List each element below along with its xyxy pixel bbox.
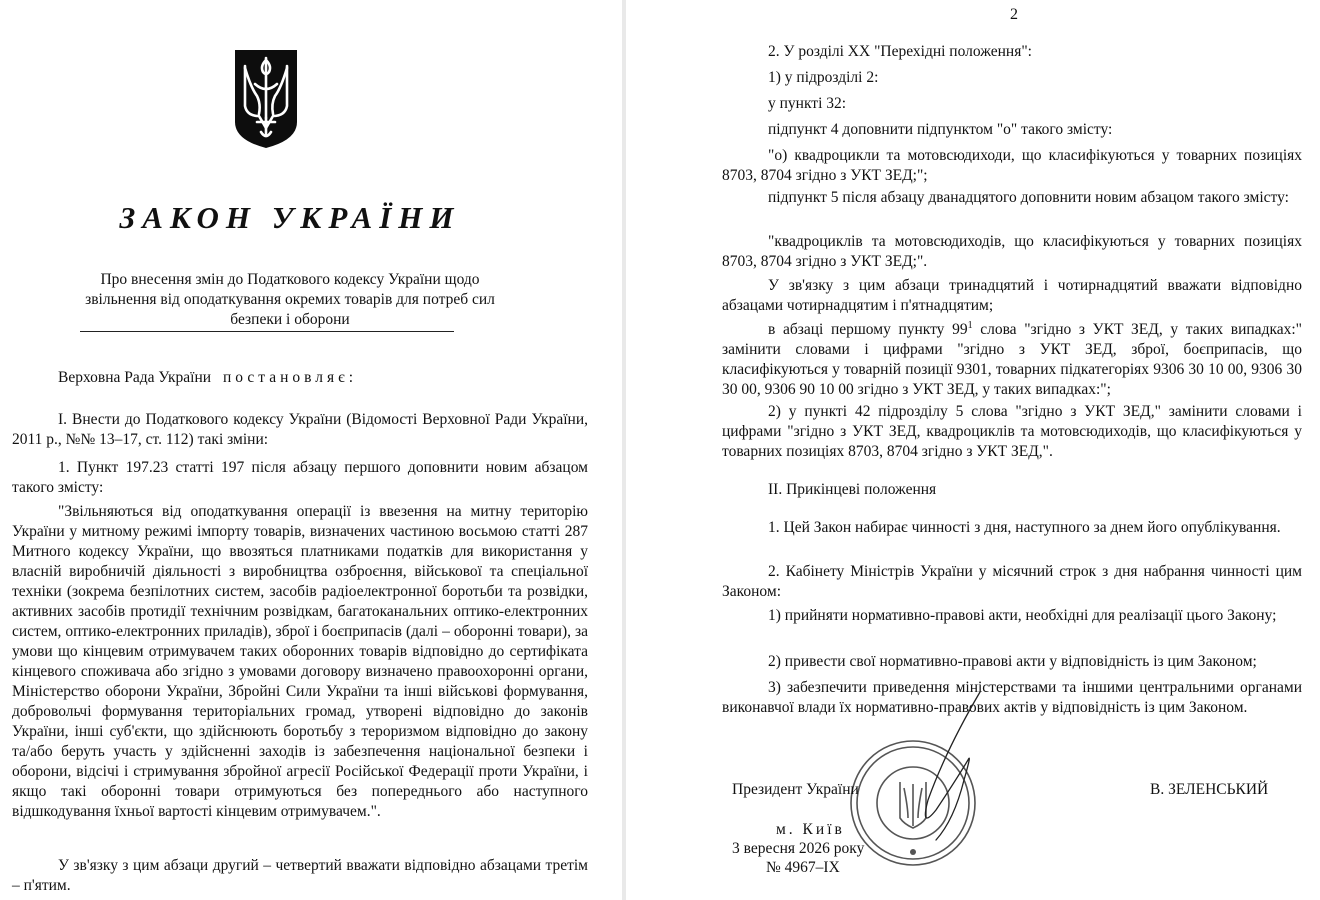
law-title: ЗАКОН УКРАЇНИ <box>119 200 461 235</box>
para-quote-o: "о) квадроцикли та мотовсюдиходи, що класифікуються у товарних позиціях 8703, 8704 згідно з УКТ ЗЕД;"; <box>722 147 1302 184</box>
para-subpoint-4: підпункт 4 доповнити підпунктом "о" такого змісту: <box>768 121 1113 138</box>
handwritten-signature <box>876 690 1016 850</box>
final-provision-2: 2. Кабінету Міністрів України у місячний строк з дня набрання чинності цим Законом: <box>722 563 1302 600</box>
signature-name: В. ЗЕЛЕНСЬКИЙ <box>1150 781 1269 798</box>
preamble-subject: Верховна Рада України <box>58 369 212 386</box>
para-section-xx: 2. У розділі XX "Перехідні положення": <box>768 43 1032 60</box>
right-page <box>626 0 1320 900</box>
p99-superscript: 1 <box>967 319 973 331</box>
date: 3 вересня 2026 року <box>732 840 865 857</box>
final-provision-2-2: 2) привести свої нормативно-правові акти у відповідність із цим Законом; <box>768 653 1257 670</box>
final-provision-2-3: 3) забезпечити приведення міністерствами та іншими центральними органами виконавчої влади їх нормативно-правових актів у відповідність із цим Законом. <box>722 679 1302 716</box>
law-subtitle: Про внесення змін до Податкового кодексу України щодо звільнення від оподаткування окремих товарів для потреб сил безпеки і оборони <box>85 271 495 328</box>
item1: 1. Пункт 197.23 статті 197 після абзацу першого доповнити новим абзацом такого змісту: <box>12 459 588 496</box>
coat-of-arms-icon <box>233 48 299 150</box>
final-provision-1: 1. Цей Закон набирає чинності з дня, наступного за днем його опублікування. <box>768 519 1281 536</box>
title-underline <box>80 331 454 332</box>
law-number: № 4967–IX <box>766 859 840 876</box>
renumber-note: У зв'язку з цим абзаци другий – четвертий вважати відповідно абзацами третім – п'ятим. <box>12 857 588 894</box>
para-point-32: у пункті 32: <box>768 95 847 112</box>
final-provision-2-1: 1) прийняти нормативно-правові акти, необхідні для реалізації цього Закону; <box>768 607 1277 624</box>
page-number: 2 <box>1010 6 1018 23</box>
para-subsection-2: 1) у підрозділі 2: <box>768 69 879 86</box>
para-subpoint-5: підпункт 5 після абзацу дванадцятого доповнити новим абзацом такого змісту: <box>768 189 1289 206</box>
preamble-verb: постановляє: <box>222 369 358 386</box>
para-renumber: У зв'язку з цим абзаци тринадцятий і чотирнадцятий вважати відповідно абзацами чотирнадцятим і п'ятнадцятим; <box>722 277 1302 314</box>
section1-intro: І. Внести до Податкового кодексу України (Відомості Верховної Ради України, 2011 р., №№ 13–17, ст. 112) такі зміни: <box>12 411 588 448</box>
preamble <box>58 368 357 388</box>
section2-title: ІІ. Прикінцеві положення <box>768 481 937 498</box>
p99-text-b: слова "згідно з УКТ ЗЕД, у таких випадках:" замінити словами і цифрами "згідно з УКТ ЗЕД, зброї, боєприпасів, що класифікуються у товарній позиції 9301, товарних підкатегоріях 9306 30 10 00, 9306 30 30 00, 9306 90 10 00 згідно з УКТ ЗЕД, у таких випадках:"; <box>722 321 1303 398</box>
para-point-42: 2) у пункті 42 підрозділу 5 слова "згідно з УКТ ЗЕД," замінити словами і цифрами "згідно з УКТ ЗЕД, квадроциклів та мотовсюдиходів, що класифікуються у товарних позиціях 8703, 8704 згідно з УКТ ЗЕД,". <box>722 403 1302 460</box>
signature-title: Президент України <box>732 781 859 798</box>
para-point-99-1 <box>722 320 1302 400</box>
p99-text-a: в абзаці першому пункту 99 <box>768 321 968 338</box>
para-quote-atv: "квадроциклів та мотовсюдиходів, що класифікуються у товарних позиціях 8703, 8704 згідно з УКТ ЗЕД;". <box>722 233 1302 270</box>
left-page <box>0 0 622 900</box>
place: м. Київ <box>776 821 845 838</box>
quoted-paragraph: "Звільняються від оподаткування операції із ввезення на митну територію України у митному режимі імпорту товарів, визначених частиною восьмою статті 287 Митного кодексу України, що ввозяться платниками податків для використання у власній виробничій діяльності з виробництва озброєння, військової та спеціальної техніки (зокрема безпілотних систем, засобів радіоелектронної боротьби та розвідки, активних засобів протидії технічним розвідкам, багатоканальних оптико-електронних систем, оптико-електронних приладів), зброї і боєприпасів (далі – оборонні товари), за умови що кінцевим отримувачем таких оборонних товарів відповідно до сертифіката кінцевого споживача або згідно з умовами договору визначено правоохоронні органи, Міністерство оборони України, Збройні Сили України та інші військові формування, добровольчі формування територіальних громад, утворені відповідно до законів України, інші суб'єкти, що здійснюють боротьбу з тероризмом відповідно до закону та/або беруть участь у здійсненні заходів із забезпечення національної безпеки і оборони, відсічі і стримування збройної агресії Російської Федерації проти України, і якщо такі оборонні товари отримуються без попереднього або наступного відшкодування їхньої вартості кінцевим отримувачем.". <box>12 503 588 820</box>
